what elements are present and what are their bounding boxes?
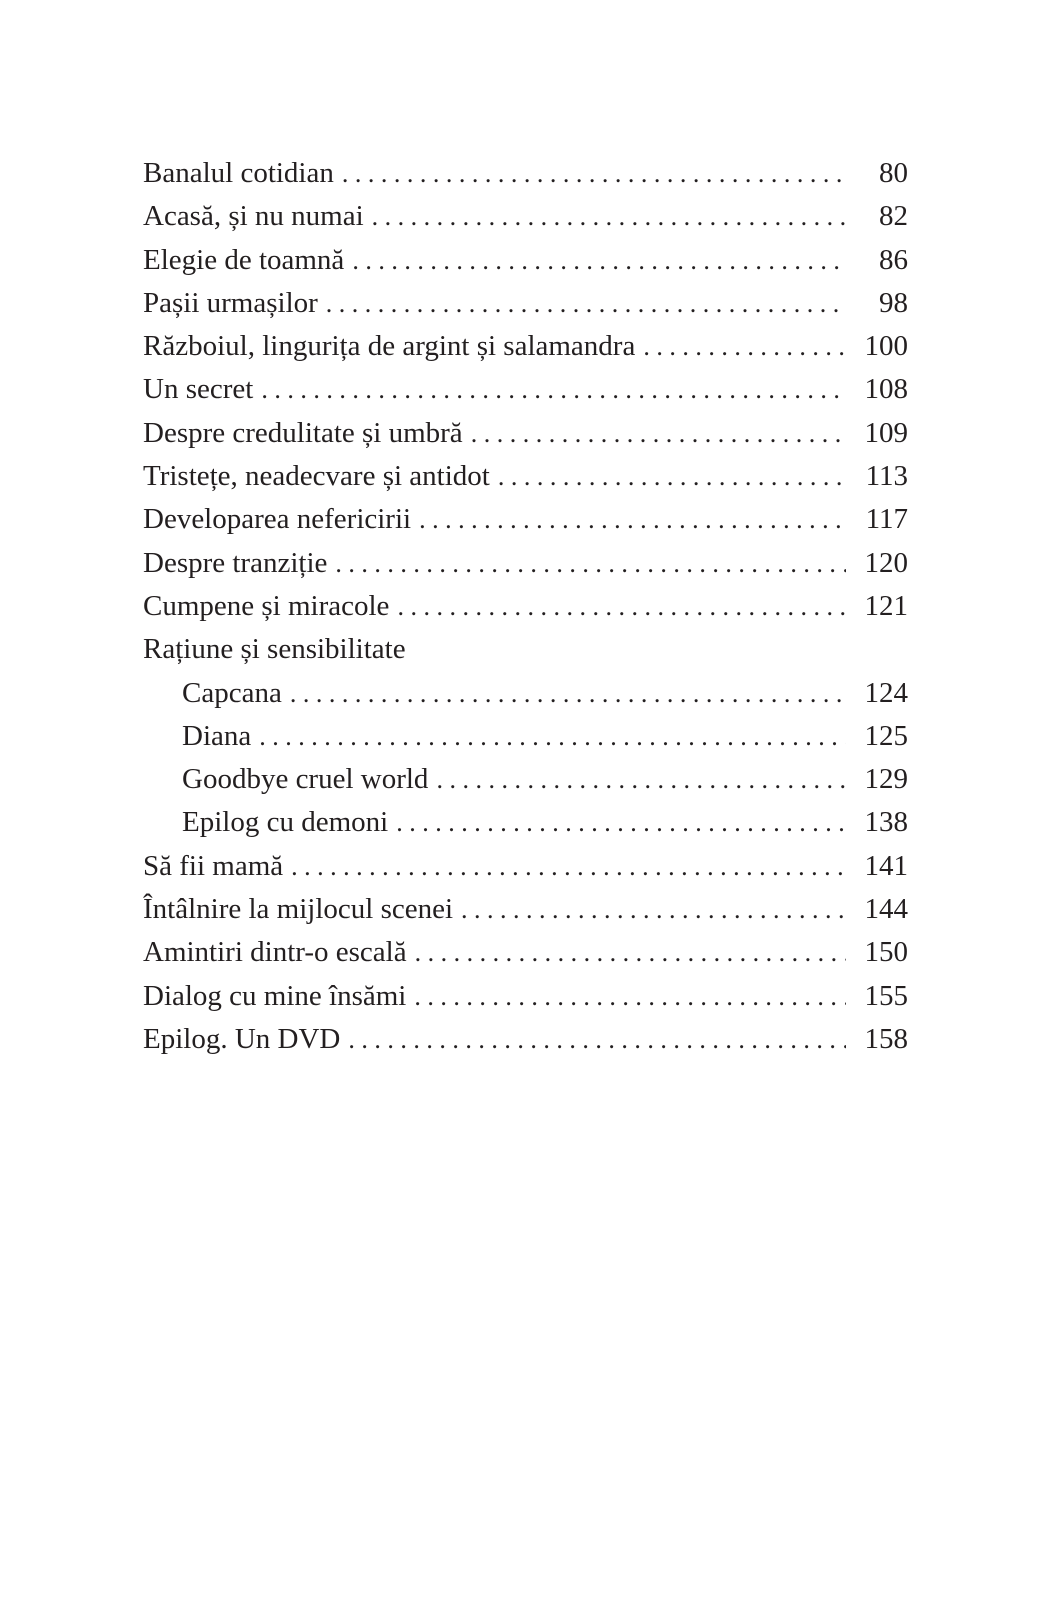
toc-entry-page-number: 120 xyxy=(864,546,908,579)
toc-entry xyxy=(143,412,908,455)
toc-entry xyxy=(143,282,908,325)
toc-entry-page-number: 117 xyxy=(865,503,908,536)
toc-entry-page-number: 108 xyxy=(864,373,908,406)
toc-entry-page-number: 138 xyxy=(864,806,908,839)
toc-entry-page-number: 113 xyxy=(865,460,908,493)
toc-entry-page-number: 144 xyxy=(864,893,908,926)
dot-leader xyxy=(415,931,846,974)
toc-entry-page-number: 141 xyxy=(864,849,908,882)
toc-entry-title: Developarea nefericirii xyxy=(143,503,412,536)
toc-entry-page-number: 98 xyxy=(879,286,908,319)
toc-entry-title: Războiul, lingurița de argint și salamandra xyxy=(143,330,636,363)
dot-leader xyxy=(372,195,846,238)
dot-leader xyxy=(414,975,846,1018)
toc-entry xyxy=(143,152,908,195)
toc-entry-title: Elegie de toamnă xyxy=(143,243,345,276)
toc-entry xyxy=(143,1018,908,1061)
dot-leader xyxy=(397,585,846,628)
toc-entry xyxy=(143,368,908,411)
toc-entry xyxy=(143,239,908,282)
toc-entry xyxy=(143,845,908,888)
toc-entry-title: Epilog cu demoni xyxy=(182,806,389,839)
dot-leader xyxy=(291,845,846,888)
toc-entry xyxy=(143,325,908,368)
toc-subentry xyxy=(143,758,908,801)
toc-entry-page-number: 129 xyxy=(864,763,908,796)
toc-entry-page-number: 109 xyxy=(864,416,908,449)
toc-entry xyxy=(143,195,908,238)
dot-leader xyxy=(498,455,846,498)
toc-entry-title: Despre credulitate și umbră xyxy=(143,416,463,449)
toc-entry-page-number: 100 xyxy=(864,330,908,363)
toc-entry-page-number: 86 xyxy=(879,243,908,276)
toc-entry-title: Pașii urmașilor xyxy=(143,286,318,319)
toc-entry xyxy=(143,931,908,974)
toc-entry-title: Acasă, și nu numai xyxy=(143,200,364,233)
toc-entry-title: Epilog. Un DVD xyxy=(143,1022,341,1055)
toc-subentry xyxy=(143,801,908,844)
toc-section-heading xyxy=(143,628,908,671)
toc-entry-title: Cumpene și miracole xyxy=(143,589,390,622)
toc-entry-title: Amintiri dintr-o escală xyxy=(143,936,407,969)
toc-entry xyxy=(143,975,908,1018)
dot-leader xyxy=(342,152,846,195)
dot-leader xyxy=(348,1018,846,1061)
dot-leader xyxy=(326,282,846,325)
toc-entry-title: Dialog cu mine însămi xyxy=(143,979,407,1012)
table-of-contents xyxy=(143,152,908,1061)
toc-entry-title: Tristețe, neadecvare și antidot xyxy=(143,460,490,493)
dot-leader xyxy=(259,715,846,758)
toc-entry-page-number: 124 xyxy=(864,676,908,709)
toc-entry xyxy=(143,498,908,541)
toc-entry-title: Diana xyxy=(182,719,252,752)
toc-entry-page-number: 125 xyxy=(864,719,908,752)
toc-entry-page-number: 80 xyxy=(879,157,908,189)
toc-entry-page-number: 121 xyxy=(864,589,908,622)
toc-entry-page-number: 155 xyxy=(864,979,908,1012)
toc-entry xyxy=(143,585,908,628)
dot-leader xyxy=(261,368,846,411)
toc-entry-page-number: 82 xyxy=(879,200,908,233)
toc-entry-title: Goodbye cruel world xyxy=(182,763,429,796)
toc-entry xyxy=(143,542,908,585)
dot-leader xyxy=(352,239,846,282)
toc-entry-title: Capcana xyxy=(182,676,282,709)
toc-entry-title: Despre tranziție xyxy=(143,546,328,579)
toc-entry-title: Întâlnire la mijlocul scenei xyxy=(143,893,454,926)
toc-subentry xyxy=(143,672,908,715)
toc-entry-title: Un secret xyxy=(143,373,254,406)
toc-entry-title: Rațiune și sensibilitate xyxy=(143,633,406,666)
toc-subentry xyxy=(143,715,908,758)
dot-leader xyxy=(461,888,846,931)
dot-leader xyxy=(419,498,846,541)
toc-entry-page-number: 158 xyxy=(864,1022,908,1055)
dot-leader xyxy=(436,758,846,801)
toc-entry xyxy=(143,888,908,931)
toc-entry-page-number: 150 xyxy=(864,936,908,969)
toc-entry-title: Să fii mamă xyxy=(143,849,284,882)
dot-leader xyxy=(471,412,846,455)
toc-entry xyxy=(143,455,908,498)
dot-leader xyxy=(396,801,846,844)
toc-entry-title: Banalul cotidian xyxy=(143,157,334,189)
dot-leader xyxy=(290,672,846,715)
dot-leader xyxy=(335,542,846,585)
dot-leader xyxy=(643,325,846,368)
